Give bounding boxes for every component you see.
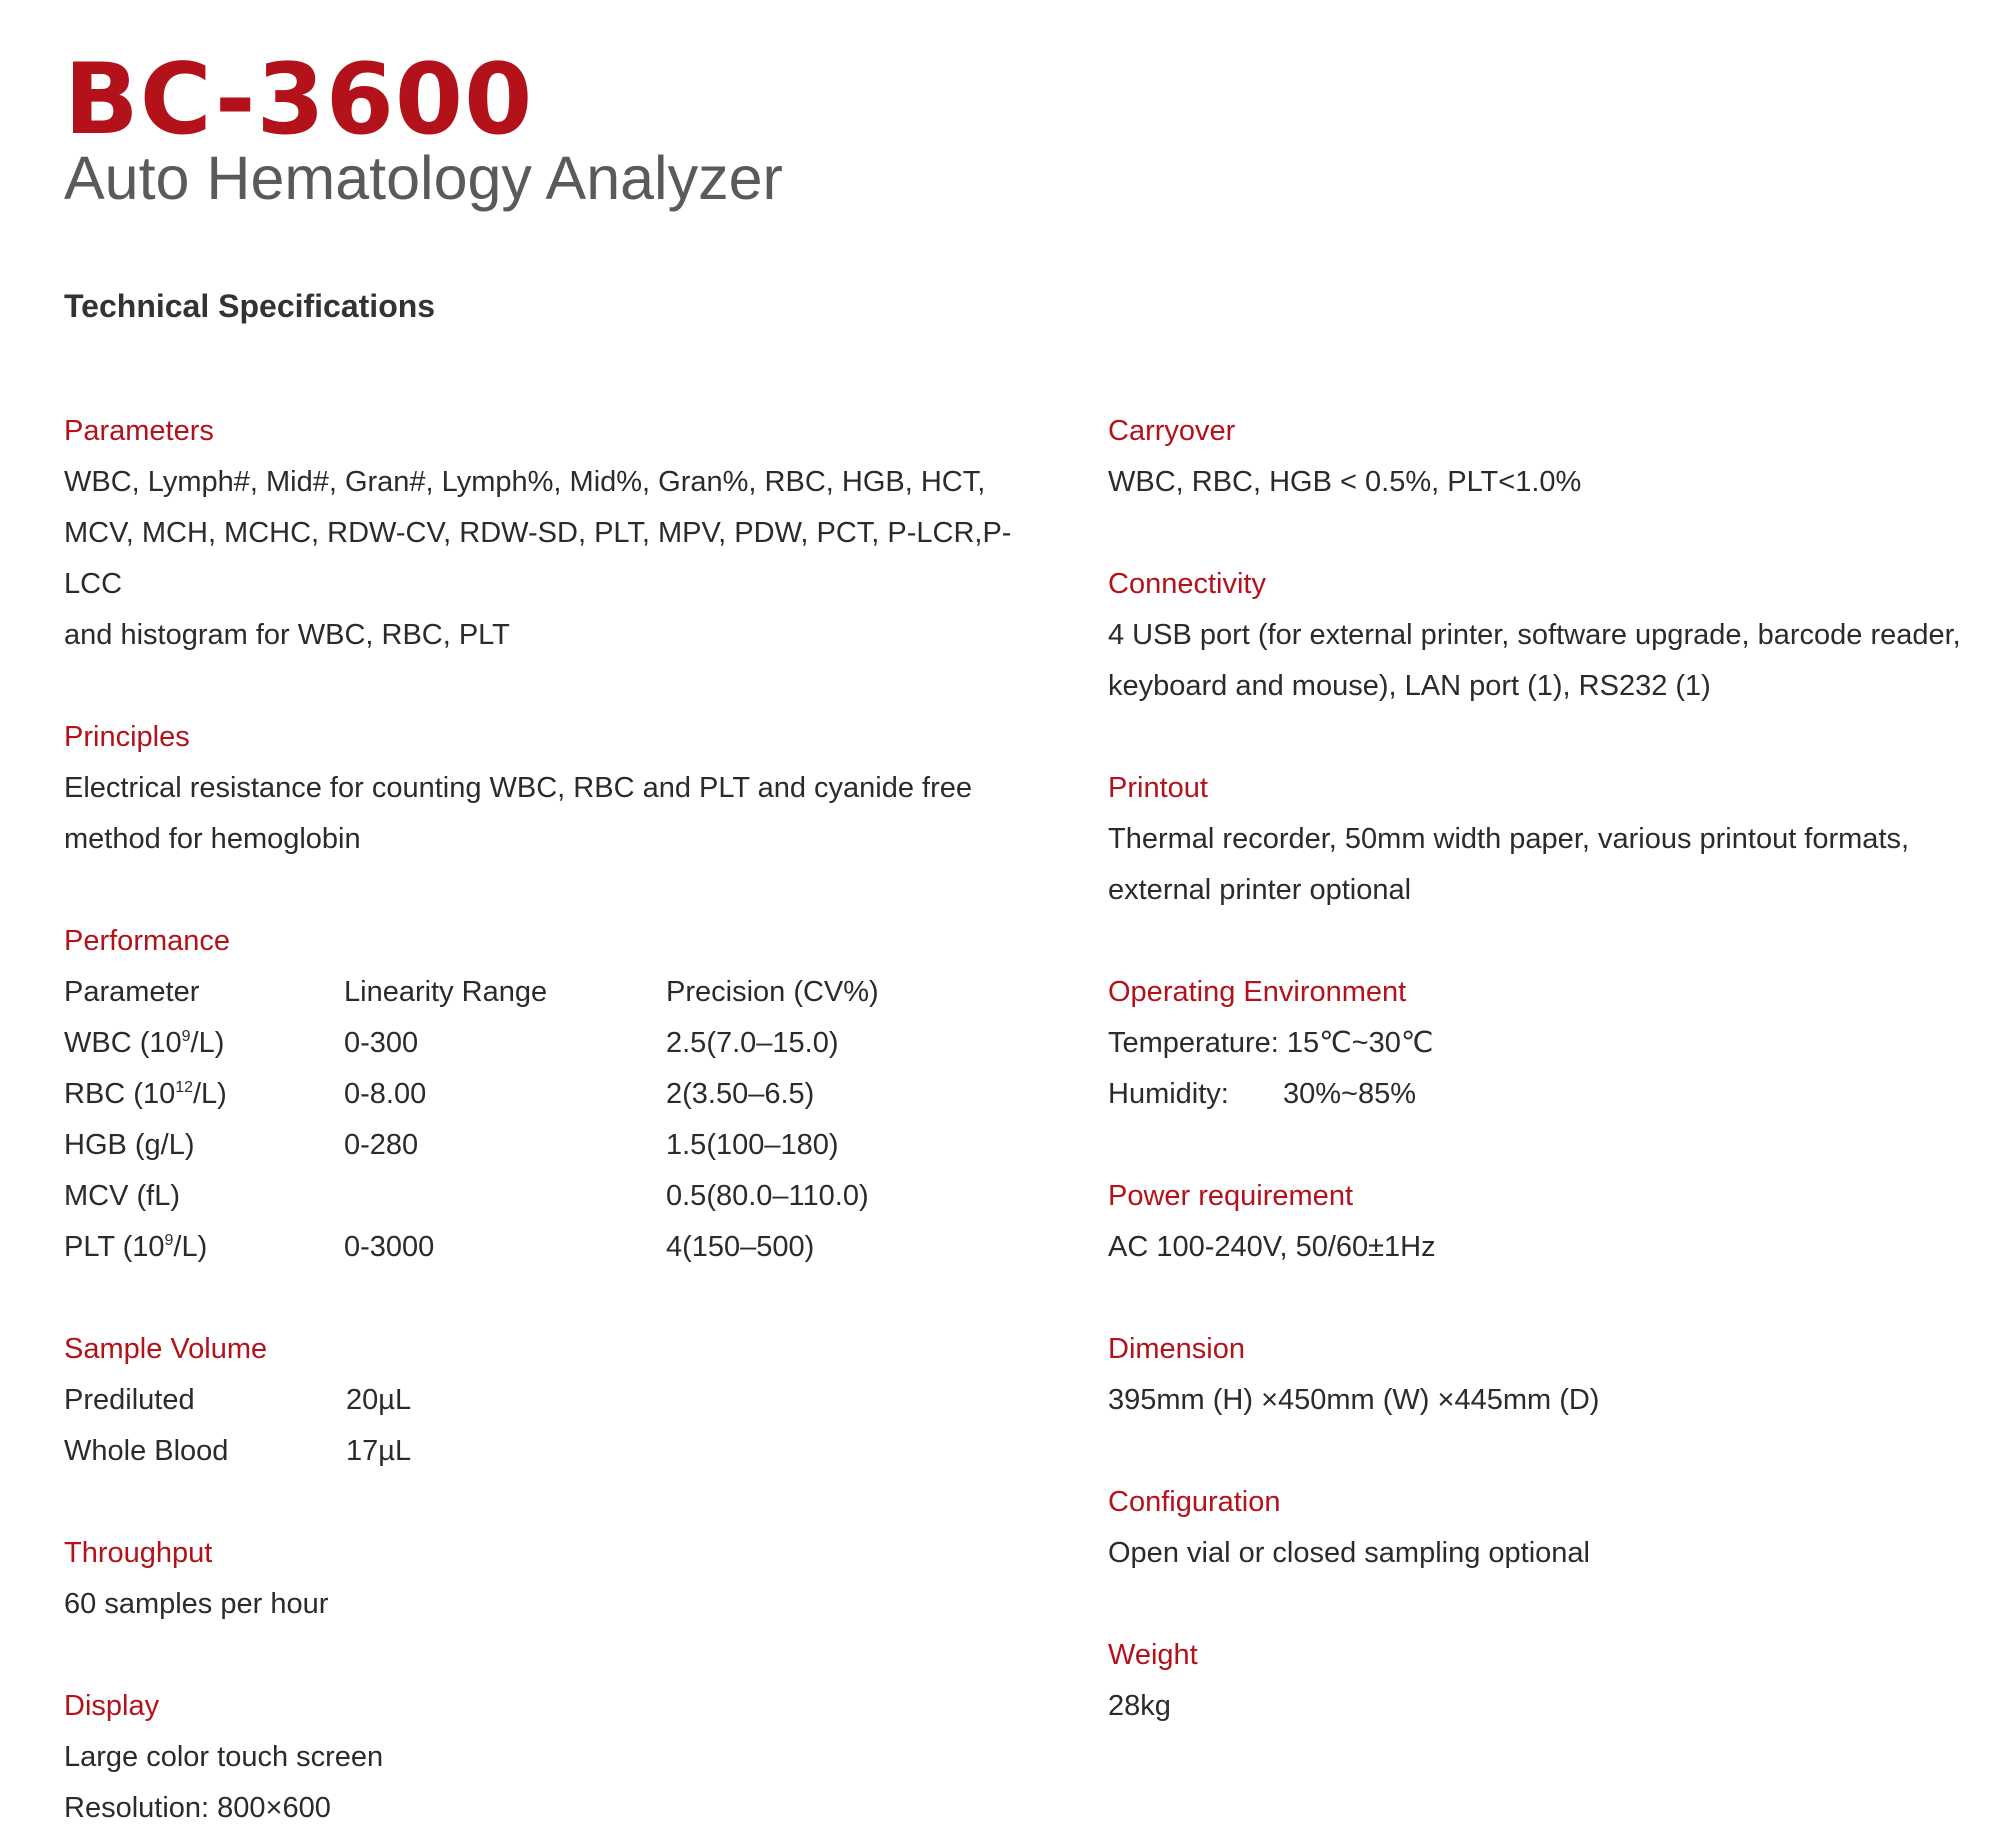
parameters-line: MCV, MCH, MCHC, RDW-CV, RDW-SD, PLT, MPV, PDW, PCT, P-LCR,P-LCC <box>64 517 1012 600</box>
connectivity-section <box>1108 559 1988 712</box>
column-header-parameter: Parameter <box>64 976 200 1008</box>
performance-range: 0-3000 <box>344 1231 435 1263</box>
dimension-heading: Dimension <box>1108 1333 1245 1365</box>
throughput-heading: Throughput <box>64 1537 213 1569</box>
weight-section <box>1108 1630 1988 1732</box>
parameters-line: and histogram for WBC, RBC, PLT <box>64 619 510 651</box>
configuration-value: Open vial or closed sampling optional <box>1108 1537 1590 1569</box>
column-header-precision: Precision (CV%) <box>666 976 879 1008</box>
principles-heading: Principles <box>64 721 190 753</box>
performance-row <box>64 1120 1024 1171</box>
sample-volume-label: Prediluted <box>64 1384 195 1416</box>
section-title: Technical Specifications <box>64 288 436 324</box>
sample-volume-row <box>64 1375 1024 1426</box>
sample-volume-heading: Sample Volume <box>64 1333 268 1365</box>
performance-heading: Performance <box>64 925 231 957</box>
carryover-section <box>1108 406 1988 508</box>
power-value: AC 100-240V, 50/60±1Hz <box>1108 1231 1436 1263</box>
display-line: Resolution: 800×600 <box>64 1792 331 1824</box>
humidity-label: Humidity: <box>1108 1078 1229 1110</box>
parameters-section <box>64 406 1024 661</box>
model-title: BC-3600 <box>64 43 534 157</box>
performance-section <box>64 916 1024 1273</box>
display-line: Large color touch screen <box>64 1741 384 1773</box>
right-column <box>1108 406 1988 1732</box>
throughput-value: 60 samples per hour <box>64 1588 329 1620</box>
configuration-section <box>1108 1477 1988 1579</box>
throughput-section <box>64 1528 1024 1630</box>
connectivity-line: 4 USB port (for external printer, software upgrade, barcode reader, <box>1108 619 1961 651</box>
sample-volume-value: 17µL <box>346 1435 412 1467</box>
performance-row <box>64 1171 1024 1222</box>
performance-range: 0-300 <box>344 1027 419 1059</box>
left-column <box>64 406 1024 1834</box>
temperature-label: Temperature: <box>1108 1027 1279 1059</box>
printout-line: external printer optional <box>1108 874 1412 906</box>
performance-range <box>344 1171 666 1222</box>
sample-volume-label: Whole Blood <box>64 1435 229 1467</box>
operating-environment-heading: Operating Environment <box>1108 976 1407 1008</box>
power-heading: Power requirement <box>1108 1180 1353 1212</box>
performance-parameter: PLT $(10^9/L)$ <box>64 1231 208 1263</box>
temperature-row <box>1108 1018 1988 1069</box>
parameters-heading: Parameters <box>64 415 214 447</box>
performance-header-row <box>64 967 1024 1018</box>
weight-value: 28kg <box>1108 1690 1171 1722</box>
printout-line: Thermal recorder, 50mm width paper, various printout formats, <box>1108 823 1910 855</box>
configuration-heading: Configuration <box>1108 1486 1281 1518</box>
performance-precision: 2(3.50–6.5) <box>666 1078 815 1110</box>
performance-range: 0-8.00 <box>344 1078 427 1110</box>
performance-row <box>64 1222 1024 1273</box>
sample-volume-value: 20µL <box>346 1384 412 1416</box>
performance-precision: 4(150–500) <box>666 1231 815 1263</box>
performance-parameter: RBC $(10^{12}/L)$ <box>64 1078 227 1110</box>
printout-section <box>1108 763 1988 916</box>
printout-heading: Printout <box>1108 772 1208 804</box>
display-heading: Display <box>64 1690 160 1722</box>
performance-range: 0-280 <box>344 1129 419 1161</box>
performance-parameter: HGB (g/L) <box>64 1129 195 1161</box>
performance-parameter: WBC $(10^9/L)$ <box>64 1027 225 1059</box>
humidity-row <box>1108 1069 1988 1120</box>
weight-heading: Weight <box>1108 1639 1198 1671</box>
sample-volume-section <box>64 1324 1024 1477</box>
performance-row <box>64 1069 1024 1120</box>
operating-environment-section <box>1108 967 1988 1120</box>
performance-parameter: MCV (fL) <box>64 1180 180 1212</box>
parameters-line: WBC, Lymph#, Mid#, Gran#, Lymph%, Mid%, Gran%, RBC, HGB, HCT, <box>64 466 986 498</box>
performance-precision: 0.5(80.0–110.0) <box>666 1180 869 1212</box>
connectivity-heading: Connectivity <box>1108 568 1266 600</box>
sample-volume-row <box>64 1426 1024 1477</box>
performance-precision: 2.5(7.0–15.0) <box>666 1027 839 1059</box>
carryover-value: WBC, RBC, HGB < 0.5%, PLT<1.0% <box>1108 466 1582 498</box>
product-name: Auto Hematology Analyzer <box>64 144 783 212</box>
dimension-section <box>1108 1324 1988 1426</box>
column-header-linearity: Linearity Range <box>344 976 548 1008</box>
temperature-value: 15℃~30℃ <box>1286 1027 1434 1059</box>
principles-section <box>64 712 1024 865</box>
performance-row <box>64 1018 1024 1069</box>
power-section <box>1108 1171 1988 1273</box>
carryover-heading: Carryover <box>1108 415 1236 447</box>
humidity-value: 30%~85% <box>1283 1078 1417 1110</box>
principles-line: Electrical resistance for counting WBC, RBC and PLT and cyanide free <box>64 772 973 804</box>
performance-precision: 1.5(100–180) <box>666 1129 839 1161</box>
dimension-value: 395mm (H) ×450mm (W) ×445mm (D) <box>1108 1384 1600 1416</box>
connectivity-line: keyboard and mouse), LAN port (1), RS232 (1) <box>1108 670 1711 702</box>
display-section <box>64 1681 1024 1834</box>
principles-line: method for hemoglobin <box>64 823 361 855</box>
